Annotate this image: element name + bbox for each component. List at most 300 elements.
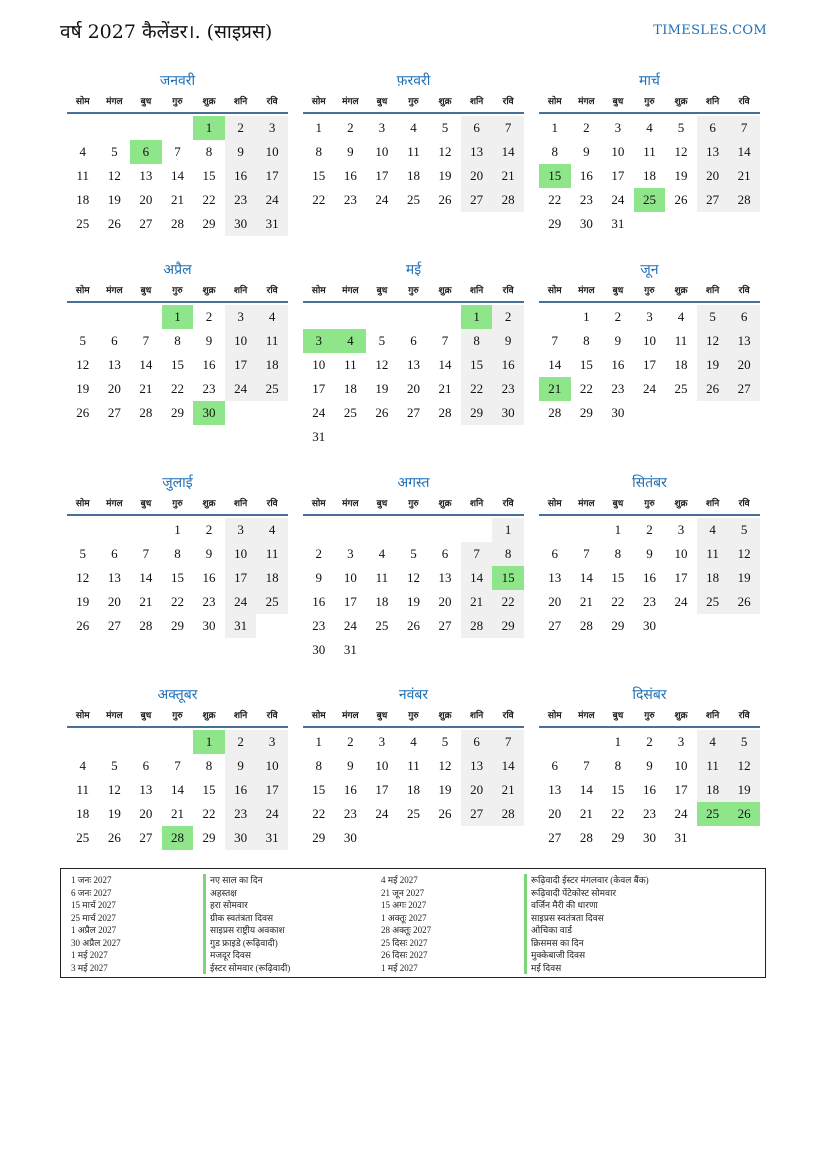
- day-cell: 8: [315, 144, 323, 159]
- day-cell: 18: [674, 357, 688, 372]
- day-cell: 24: [225, 377, 257, 401]
- day-cell: 7: [441, 333, 449, 348]
- day-grid: [67, 730, 288, 850]
- empty-cell: [130, 305, 162, 329]
- weekday-label: बुध: [612, 499, 624, 509]
- holiday-name: साइप्रस स्वतंत्रता दिवस: [524, 912, 649, 925]
- holiday-day-cell: 1: [162, 305, 194, 329]
- day-cell: 16: [225, 164, 257, 188]
- holiday-name: मुक्केबाजी दिवस: [524, 949, 649, 962]
- day-cell: 3: [256, 116, 288, 140]
- weekday-label: शनि: [233, 97, 248, 107]
- day-grid: [303, 518, 524, 662]
- holiday-day-cell: 15: [492, 566, 524, 590]
- day-cell: 14: [170, 782, 184, 797]
- day-cell: 2: [315, 546, 323, 561]
- day-cell: 13: [548, 570, 562, 585]
- weekday-label: रवि: [738, 97, 750, 107]
- holiday-date: 28 अक्तूः 2027: [381, 925, 432, 935]
- month-calendar: [539, 259, 760, 425]
- day-cell: 13: [406, 357, 420, 372]
- weekday-header: [303, 706, 524, 728]
- day-cell: 30: [225, 826, 257, 850]
- day-cell: 10: [674, 546, 688, 561]
- day-cell: 13: [697, 140, 729, 164]
- day-cell: 18: [697, 566, 729, 590]
- day-cell: 29: [312, 830, 326, 845]
- weekday-label: बुध: [612, 711, 624, 721]
- day-cell: 3: [256, 730, 288, 754]
- holiday-day-cell: 21: [539, 377, 571, 401]
- weekday-label: बुध: [140, 97, 152, 107]
- day-cell: 6: [142, 758, 150, 773]
- holiday-date: 1 जनः 2027: [71, 875, 112, 885]
- day-cell: 27: [697, 188, 729, 212]
- day-cell: 6: [410, 333, 417, 348]
- weekday-label: शनि: [233, 499, 248, 509]
- weekday-label: मंगल: [342, 711, 359, 721]
- day-cell: 12: [76, 570, 90, 585]
- day-cell: 3: [646, 309, 653, 324]
- day-cell: 24: [375, 192, 389, 207]
- holiday-date: 6 जनः 2027: [71, 887, 112, 898]
- brand-link[interactable]: TIMESLES.COM: [653, 23, 767, 38]
- day-cell: 8: [174, 333, 181, 348]
- day-cell: 1: [492, 518, 524, 542]
- empty-cell: [429, 518, 461, 542]
- empty-cell: [398, 518, 430, 542]
- day-cell: 14: [579, 570, 593, 585]
- day-cell: 22: [312, 192, 326, 207]
- holiday-names-col-1: [203, 874, 290, 974]
- day-cell: 29: [611, 830, 625, 845]
- day-cell: 13: [461, 140, 493, 164]
- day-cell: 5: [728, 518, 760, 542]
- day-grid: [67, 518, 288, 638]
- day-cell: 25: [256, 377, 288, 401]
- day-cell: 3: [225, 305, 257, 329]
- day-cell: 27: [406, 405, 420, 420]
- day-cell: 10: [225, 329, 257, 353]
- day-cell: 22: [202, 806, 216, 821]
- day-cell: 14: [438, 357, 452, 372]
- day-cell: 22: [548, 192, 562, 207]
- day-cell: 18: [343, 381, 357, 396]
- day-cell: 7: [174, 758, 181, 773]
- weekday-label: गुरु: [172, 711, 183, 721]
- month-calendar: [67, 70, 288, 236]
- empty-cell: [99, 116, 131, 140]
- day-cell: 17: [343, 594, 357, 609]
- day-cell: 20: [697, 164, 729, 188]
- weekday-label: शुक्र: [438, 499, 452, 509]
- day-cell: 16: [225, 778, 257, 802]
- day-cell: 30: [611, 405, 625, 420]
- holiday-date: 1 मई 2027: [71, 950, 108, 960]
- day-cell: 30: [343, 830, 357, 845]
- holiday-date: 15 अगः 2027: [381, 900, 427, 910]
- weekday-header: [539, 281, 760, 303]
- day-cell: 10: [312, 357, 326, 372]
- holiday-date: 21 जून 2027: [381, 887, 425, 898]
- day-cell: 5: [441, 734, 449, 749]
- day-cell: 9: [347, 144, 354, 159]
- day-cell: 10: [375, 144, 389, 159]
- day-cell: 7: [728, 116, 760, 140]
- holiday-names-col-2: [524, 874, 649, 974]
- weekday-header: [67, 92, 288, 114]
- day-cell: 12: [728, 754, 760, 778]
- month-calendar: [539, 472, 760, 638]
- empty-cell: [67, 730, 99, 754]
- month-calendar: [67, 684, 288, 850]
- day-cell: 22: [579, 381, 593, 396]
- day-cell: 29: [461, 401, 493, 425]
- holiday-name: मई दिवस: [524, 962, 649, 975]
- month-calendar: [67, 472, 288, 638]
- day-cell: 30: [312, 642, 326, 657]
- day-cell: 6: [551, 546, 559, 561]
- day-cell: 11: [375, 570, 389, 585]
- day-cell: 26: [375, 405, 389, 420]
- day-cell: 24: [312, 405, 326, 420]
- day-cell: 22: [170, 594, 184, 609]
- day-cell: 13: [548, 782, 562, 797]
- day-cell: 9: [646, 758, 653, 773]
- month-name: जनवरी: [159, 73, 196, 89]
- day-cell: 12: [728, 542, 760, 566]
- day-cell: 17: [312, 381, 326, 396]
- day-cell: 4: [697, 730, 729, 754]
- day-cell: 11: [76, 168, 90, 183]
- day-cell: 7: [583, 546, 590, 561]
- day-cell: 23: [642, 594, 656, 609]
- day-cell: 27: [139, 216, 153, 231]
- day-cell: 3: [347, 546, 354, 561]
- weekday-label: शनि: [233, 711, 248, 721]
- day-cell: 21: [492, 778, 524, 802]
- day-cell: 12: [76, 357, 90, 372]
- day-cell: 14: [139, 570, 153, 585]
- day-cell: 6: [461, 116, 493, 140]
- holiday-dates-col-2: [381, 874, 431, 974]
- day-cell: 30: [492, 401, 524, 425]
- day-cell: 20: [406, 381, 420, 396]
- day-cell: 30: [202, 618, 216, 633]
- day-cell: 4: [646, 120, 653, 135]
- weekday-label: शुक्र: [674, 286, 688, 296]
- day-cell: 25: [76, 216, 90, 231]
- day-cell: 21: [139, 594, 153, 609]
- month-name: सितंबर: [632, 475, 667, 491]
- day-cell: 23: [312, 618, 326, 633]
- day-cell: 7: [492, 116, 524, 140]
- day-grid: [303, 305, 524, 449]
- day-cell: 9: [205, 546, 213, 561]
- weekday-label: शुक्र: [674, 711, 688, 721]
- weekday-label: बुध: [140, 499, 152, 509]
- weekday-label: शनि: [705, 711, 720, 721]
- day-cell: 26: [107, 830, 121, 845]
- day-cell: 25: [406, 806, 420, 821]
- weekday-label: मंगल: [106, 711, 123, 721]
- day-cell: 2: [347, 120, 354, 135]
- day-cell: 8: [174, 546, 181, 561]
- day-cell: 26: [107, 216, 121, 231]
- day-cell: 10: [343, 570, 357, 585]
- day-cell: 12: [107, 782, 121, 797]
- day-cell: 24: [256, 802, 288, 826]
- month-name: अक्तूबर: [157, 687, 198, 703]
- day-cell: 25: [375, 618, 389, 633]
- weekday-label: शनि: [233, 286, 248, 296]
- day-cell: 20: [107, 381, 121, 396]
- day-cell: 9: [205, 333, 213, 348]
- holiday-name: ग्रीक स्वतंत्रता दिवस: [203, 912, 290, 925]
- day-cell: 5: [79, 546, 87, 561]
- holiday-dates-col-1: [71, 874, 121, 974]
- weekday-label: मंगल: [578, 286, 595, 296]
- day-cell: 24: [375, 806, 389, 821]
- day-cell: 24: [611, 192, 625, 207]
- day-cell: 18: [256, 566, 288, 590]
- weekday-label: गुरु: [408, 499, 419, 509]
- day-cell: 14: [579, 782, 593, 797]
- day-cell: 26: [76, 618, 90, 633]
- day-cell: 8: [205, 758, 213, 773]
- day-cell: 21: [492, 164, 524, 188]
- month-name: मई: [405, 262, 422, 278]
- day-cell: 27: [548, 618, 562, 633]
- day-cell: 8: [461, 329, 493, 353]
- day-cell: 22: [492, 590, 524, 614]
- day-cell: 29: [548, 216, 562, 231]
- day-cell: 24: [343, 618, 357, 633]
- day-cell: 23: [642, 806, 656, 821]
- holiday-name: हरा सोमवार: [203, 899, 290, 912]
- day-cell: 28: [438, 405, 452, 420]
- weekday-label: बुध: [376, 97, 388, 107]
- day-cell: 21: [170, 806, 184, 821]
- weekday-header: [539, 706, 760, 728]
- empty-cell: [303, 305, 335, 329]
- day-cell: 2: [205, 522, 213, 537]
- day-cell: 29: [492, 614, 524, 638]
- day-cell: 8: [205, 144, 213, 159]
- weekday-label: गुरु: [644, 499, 655, 509]
- weekday-label: बुध: [376, 711, 388, 721]
- day-cell: 27: [107, 618, 121, 633]
- day-cell: 7: [142, 333, 150, 348]
- day-cell: 14: [170, 168, 184, 183]
- day-cell: 26: [438, 806, 452, 821]
- day-cell: 23: [343, 192, 357, 207]
- weekday-label: सोम: [547, 286, 562, 296]
- day-cell: 16: [343, 168, 357, 183]
- holiday-name: वर्जिन मैरी की धारणा: [524, 899, 649, 912]
- day-cell: 14: [492, 140, 524, 164]
- day-cell: 6: [551, 758, 559, 773]
- day-cell: 4: [79, 144, 87, 159]
- weekday-label: सोम: [311, 499, 326, 509]
- day-cell: 5: [697, 305, 729, 329]
- day-cell: 17: [642, 357, 656, 372]
- empty-cell: [99, 730, 131, 754]
- day-cell: 19: [375, 381, 389, 396]
- holiday-name: मजदूर दिवस: [203, 949, 290, 962]
- weekday-label: शनि: [469, 499, 484, 509]
- day-cell: 17: [375, 782, 389, 797]
- day-cell: 26: [76, 405, 90, 420]
- day-cell: 4: [79, 758, 87, 773]
- day-cell: 15: [312, 168, 326, 183]
- day-cell: 11: [256, 542, 288, 566]
- weekday-label: बुध: [376, 499, 388, 509]
- day-cell: 11: [643, 144, 656, 159]
- day-cell: 12: [438, 758, 452, 773]
- day-cell: 25: [76, 830, 90, 845]
- weekday-label: सोम: [311, 97, 326, 107]
- day-cell: 21: [461, 590, 493, 614]
- weekday-label: मंगल: [342, 499, 359, 509]
- weekday-label: मंगल: [106, 286, 123, 296]
- day-cell: 4: [410, 120, 417, 135]
- day-cell: 28: [170, 216, 184, 231]
- day-cell: 1: [315, 120, 323, 135]
- day-cell: 17: [611, 168, 625, 183]
- day-cell: 27: [461, 188, 493, 212]
- weekday-header: [67, 706, 288, 728]
- day-cell: 15: [611, 570, 625, 585]
- weekday-label: रवि: [738, 499, 750, 509]
- day-cell: 7: [142, 546, 150, 561]
- day-cell: 2: [205, 309, 213, 324]
- day-cell: 1: [614, 522, 622, 537]
- holiday-day-cell: 3: [303, 329, 335, 353]
- weekday-header: [67, 494, 288, 516]
- weekday-label: रवि: [502, 499, 514, 509]
- day-cell: 5: [677, 120, 685, 135]
- month-name: अगस्त: [397, 475, 430, 491]
- holiday-name: नए साल का दिन: [203, 874, 290, 887]
- day-cell: 3: [614, 120, 622, 135]
- weekday-header: [67, 281, 288, 303]
- day-cell: 30: [225, 212, 257, 236]
- weekday-label: शनि: [705, 499, 720, 509]
- holiday-date: 25 मार्च 2027: [71, 912, 116, 923]
- day-cell: 30: [642, 618, 656, 633]
- day-cell: 26: [674, 192, 688, 207]
- day-cell: 2: [492, 305, 524, 329]
- day-cell: 29: [611, 618, 625, 633]
- day-cell: 30: [579, 216, 593, 231]
- day-cell: 24: [674, 806, 688, 821]
- weekday-label: रवि: [266, 97, 278, 107]
- weekday-label: रवि: [502, 711, 514, 721]
- weekday-label: गुरु: [644, 711, 655, 721]
- day-cell: 31: [312, 429, 326, 444]
- day-cell: 22: [611, 806, 625, 821]
- day-cell: 25: [674, 381, 688, 396]
- day-cell: 8: [492, 542, 524, 566]
- day-cell: 12: [107, 168, 121, 183]
- weekday-label: रवि: [738, 711, 750, 721]
- day-cell: 9: [347, 758, 354, 773]
- day-cell: 17: [256, 778, 288, 802]
- holiday-date: 1 अप्रैल 2027: [71, 925, 117, 935]
- month-name: जून: [640, 262, 659, 278]
- day-cell: 10: [225, 542, 257, 566]
- day-cell: 3: [378, 120, 386, 135]
- holiday-name: अहस्तक्ष: [203, 887, 290, 900]
- day-cell: 14: [461, 566, 493, 590]
- day-cell: 5: [111, 758, 118, 773]
- day-cell: 12: [697, 329, 729, 353]
- day-cell: 18: [406, 168, 420, 183]
- day-cell: 7: [492, 730, 524, 754]
- day-grid: [67, 305, 288, 425]
- day-cell: 2: [347, 734, 354, 749]
- day-cell: 22: [312, 806, 326, 821]
- day-cell: 24: [674, 594, 688, 609]
- day-cell: 6: [461, 730, 493, 754]
- day-cell: 18: [406, 782, 420, 797]
- empty-cell: [162, 730, 194, 754]
- weekday-label: शनि: [705, 97, 720, 107]
- day-cell: 8: [583, 333, 590, 348]
- day-cell: 11: [76, 782, 90, 797]
- day-cell: 29: [202, 830, 216, 845]
- month-calendar: [303, 259, 524, 449]
- weekday-label: मंगल: [578, 499, 595, 509]
- day-cell: 19: [406, 594, 420, 609]
- weekday-label: बुध: [376, 286, 388, 296]
- weekday-label: शनि: [469, 97, 484, 107]
- month-name: अप्रैल: [163, 262, 192, 278]
- weekday-label: मंगल: [106, 97, 123, 107]
- day-cell: 12: [674, 144, 688, 159]
- day-cell: 16: [611, 357, 625, 372]
- holiday-date: 15 मार्च 2027: [71, 900, 116, 910]
- weekday-label: सोम: [75, 499, 90, 509]
- day-cell: 4: [697, 518, 729, 542]
- weekday-label: गुरु: [408, 286, 419, 296]
- day-cell: 20: [139, 192, 153, 207]
- day-cell: 28: [579, 830, 593, 845]
- day-cell: 20: [107, 594, 121, 609]
- month-calendar: [539, 70, 760, 236]
- empty-cell: [99, 518, 131, 542]
- weekday-label: शुक्र: [438, 286, 452, 296]
- day-grid: [303, 730, 524, 850]
- weekday-label: रवि: [738, 286, 750, 296]
- empty-cell: [67, 518, 99, 542]
- day-cell: 18: [256, 353, 288, 377]
- day-cell: 9: [646, 546, 653, 561]
- day-cell: 1: [614, 734, 622, 749]
- weekday-label: बुध: [140, 286, 152, 296]
- holiday-day-cell: 6: [130, 140, 162, 164]
- holiday-day-cell: 15: [539, 164, 571, 188]
- day-cell: 19: [728, 566, 760, 590]
- day-cell: 28: [492, 188, 524, 212]
- holiday-name: साइप्रस राष्ट्रीय अवकाश: [203, 924, 290, 937]
- day-cell: 21: [579, 806, 593, 821]
- day-cell: 14: [492, 754, 524, 778]
- day-cell: 15: [461, 353, 493, 377]
- month-calendar: [303, 70, 524, 212]
- day-cell: 23: [202, 594, 216, 609]
